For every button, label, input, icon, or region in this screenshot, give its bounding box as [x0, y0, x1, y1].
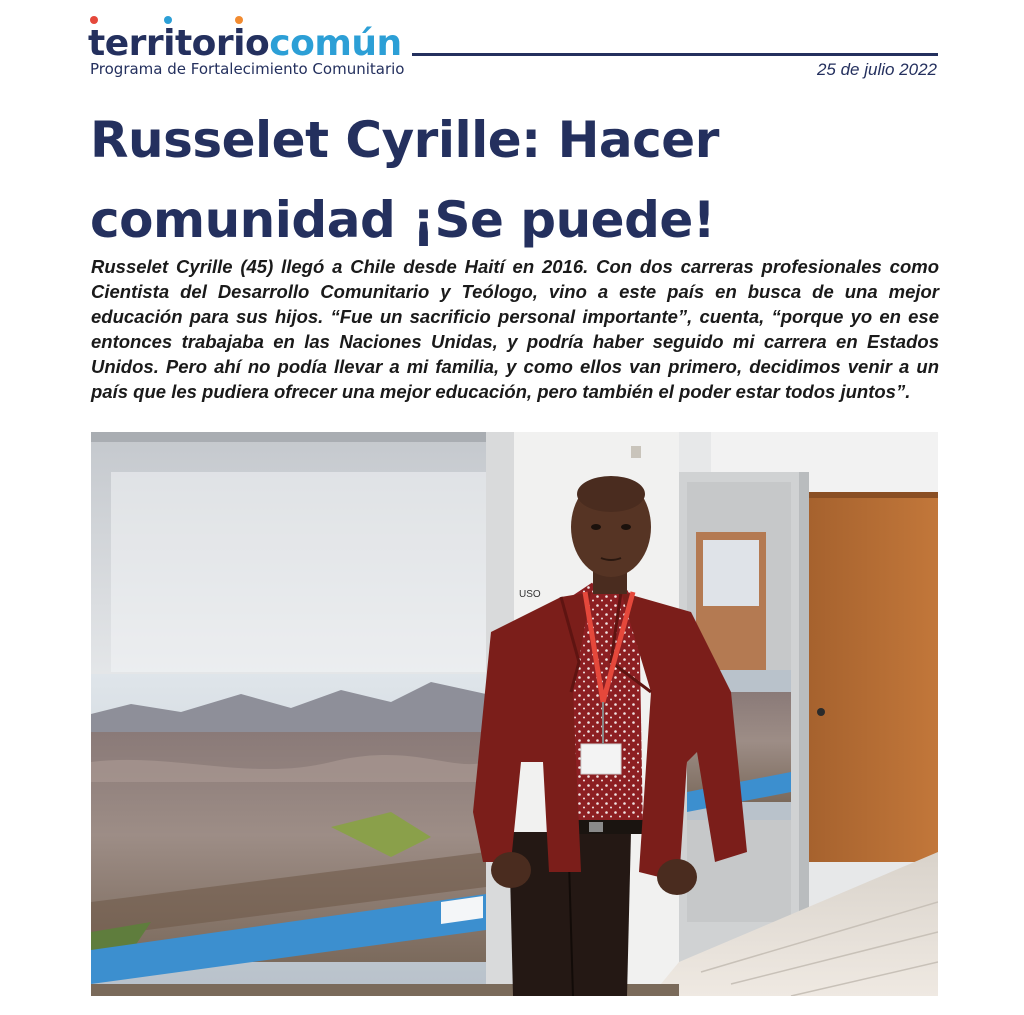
- publication-date: 25 de julio 2022: [816, 60, 937, 79]
- wall-sign-uso: USO: [519, 589, 541, 600]
- article-title: Russelet Cyrille: Hacer comunidad ¡Se puede!: [90, 111, 719, 249]
- article-lead: Russelet Cyrille (45) llegó a Chile desde Haití en 2016. Con dos carreras profesionales como Cientista del Desarrollo Comunitario y Teólogo, vino a este país en busca de una mejor educación para sus hijos. “Fue un sacrificio personal importante”, cuenta, “porque yo en ese entonces trabajaba en las Naciones Unidas, y podría haber seguido mi carrera en Estados Unidos. Pero ahí no podía llevar a mi familia, y como ellos van primero, decidimos venir a un país que les pudiera ofrecer una mejor educación, pero también el poder estar todos juntos”.: [91, 256, 939, 402]
- logo-subtitle: Programa de Fortalecimiento Comunitario: [90, 60, 405, 78]
- logo-wordmark: [88, 24, 402, 64]
- header-divider: [412, 53, 938, 56]
- logo-word-territorio: territorio: [88, 23, 270, 64]
- territorio-comun-logo: [88, 16, 418, 80]
- article-photo: [91, 432, 938, 996]
- logo-word-comun: común: [269, 23, 402, 64]
